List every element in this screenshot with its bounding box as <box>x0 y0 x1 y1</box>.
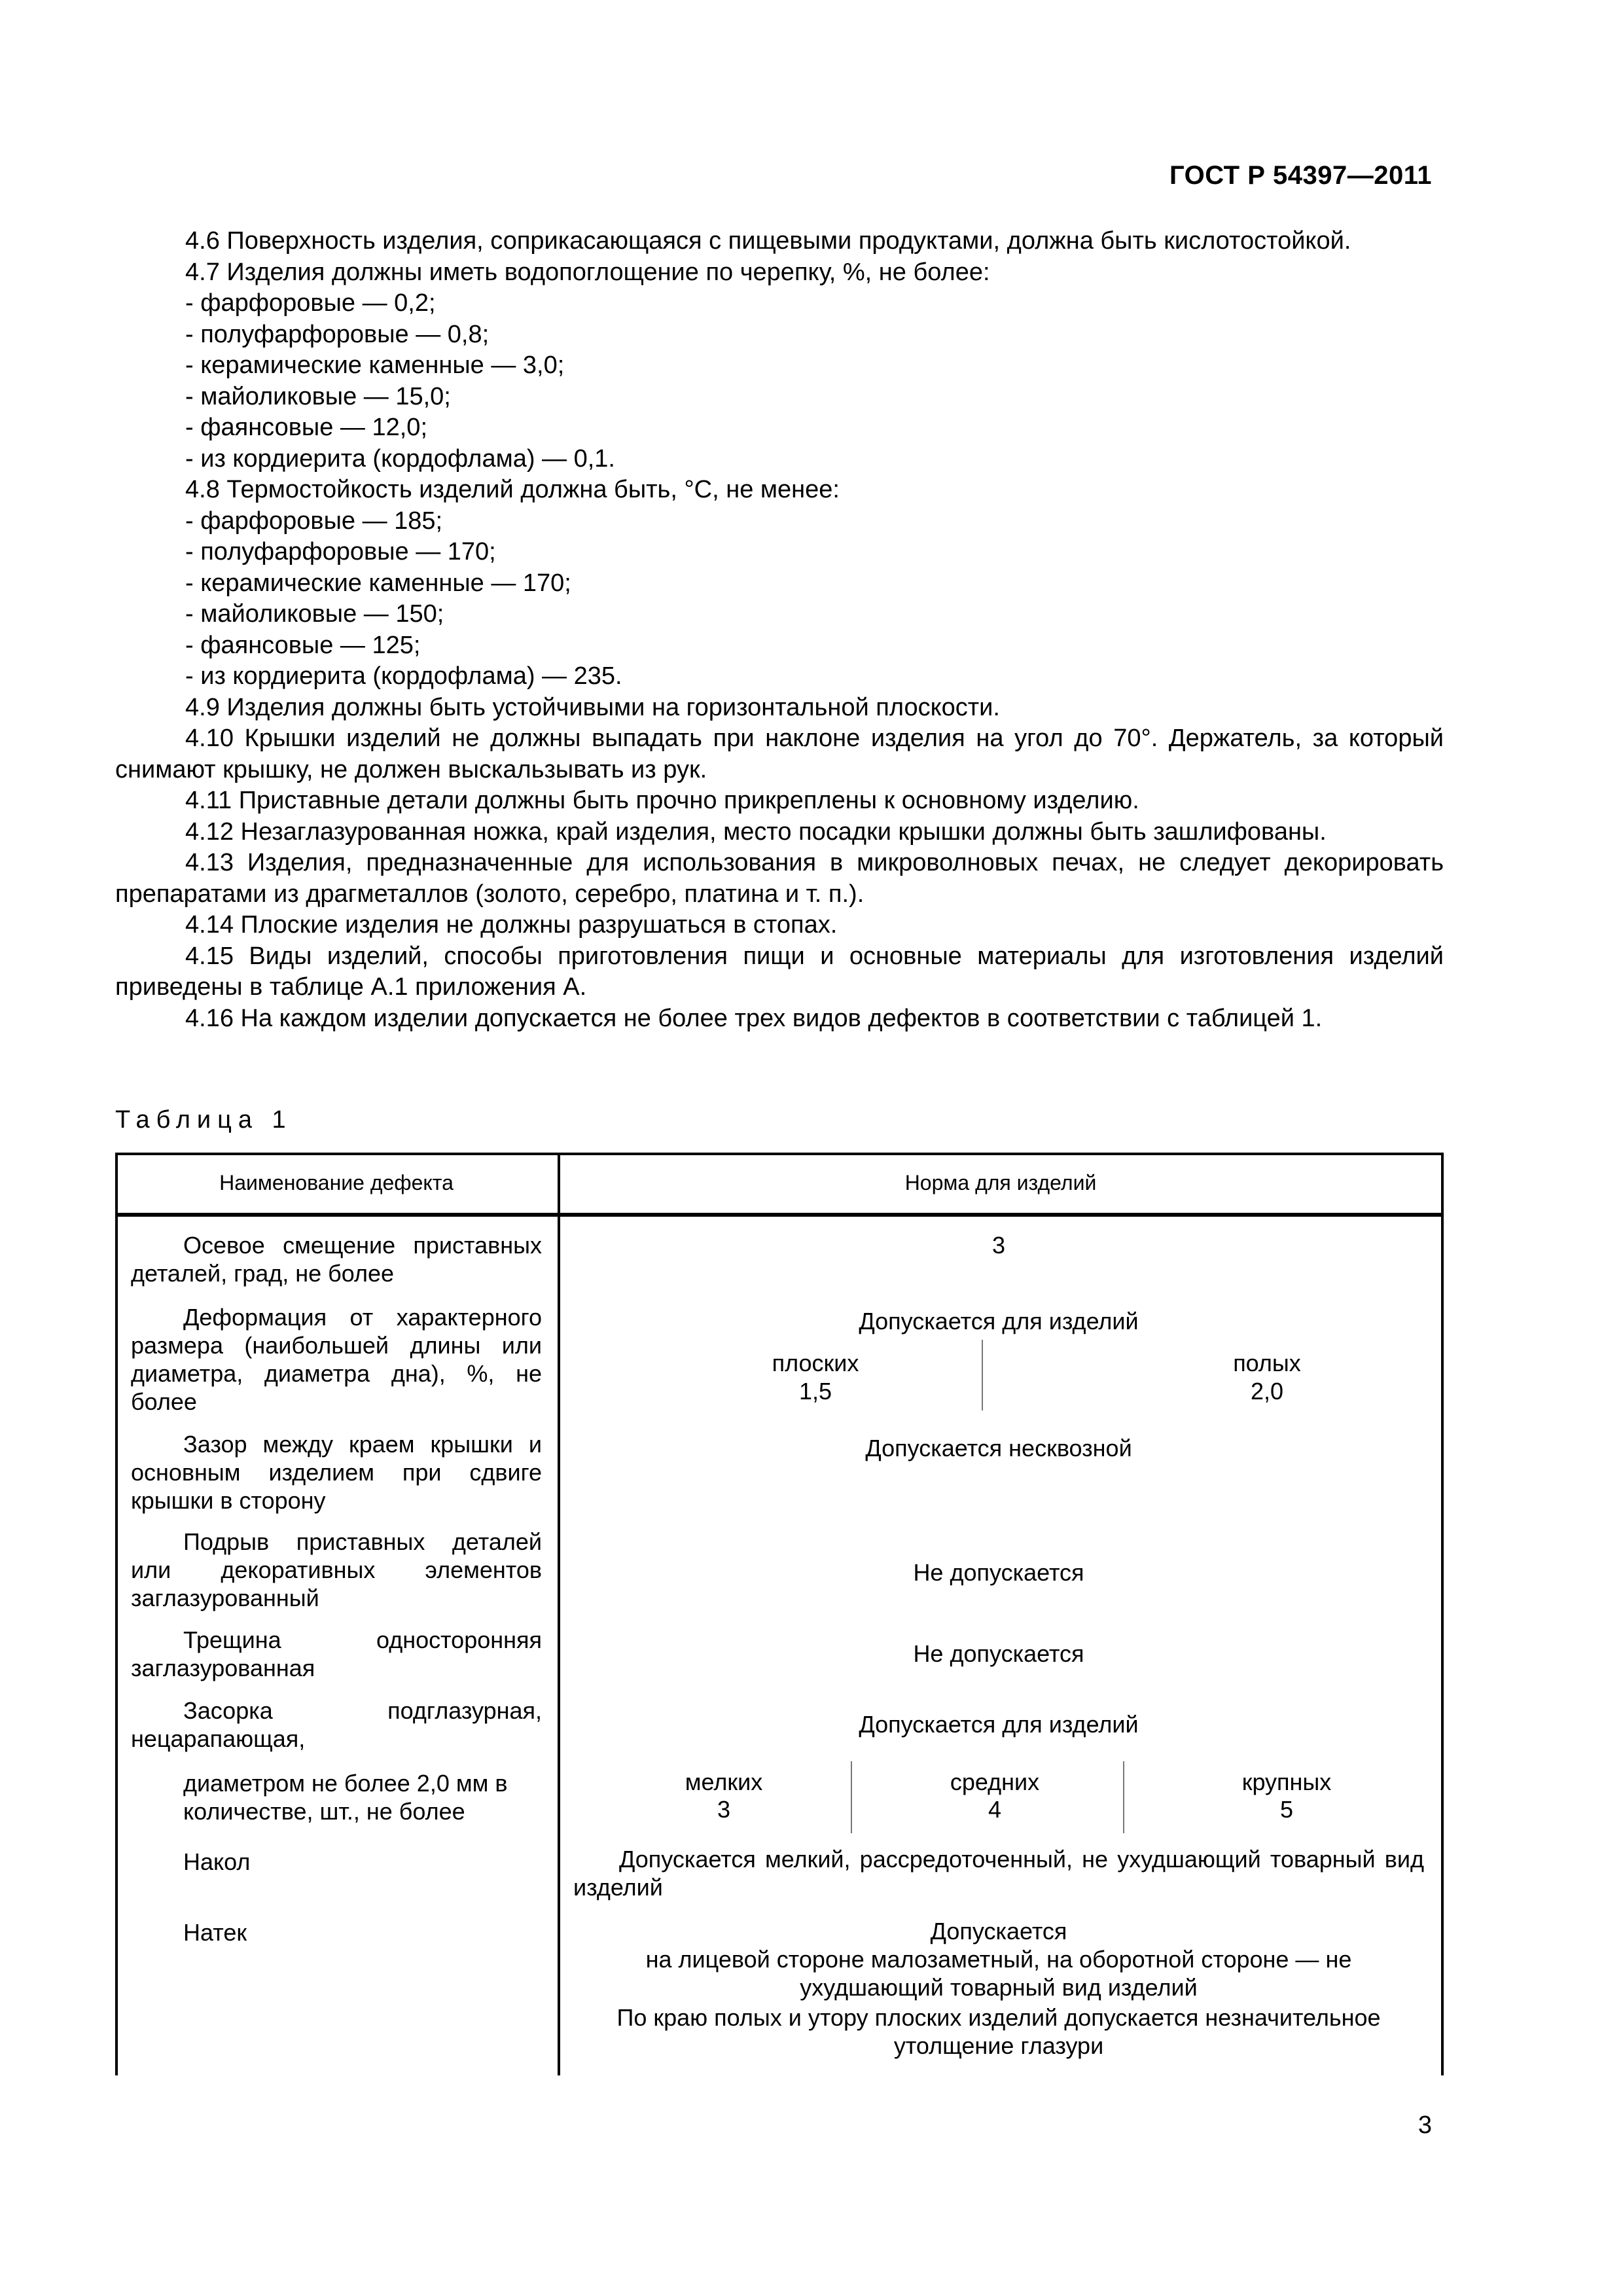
norm-small-label: мелких <box>685 1768 763 1795</box>
clause-4-14: 4.14 Плоские изделия не должны разрушаться в стопах. <box>185 911 838 939</box>
norm-medium-label: средних <box>950 1768 1040 1795</box>
clause-4-9: 4.9 Изделия должны быть устойчивыми на горизонтальной плоскости. <box>185 693 1000 721</box>
defect-name: Осевое смещение приставных деталей, град, не более <box>131 1232 542 1287</box>
body-text <box>115 226 1444 1034</box>
defect-name: Зазор между краем крышки и основным изделием при сдвиге крышки в сторону <box>131 1431 542 1514</box>
list-item: - фаянсовые — 125; <box>185 631 421 659</box>
list-item: - фарфоровые — 0,2; <box>185 289 436 317</box>
defect-name: Натек <box>183 1919 247 1946</box>
norm-flat-label: плоских <box>772 1350 859 1376</box>
clause-4-8: 4.8 Термостойкость изделий должна быть, °С, не менее: <box>185 476 840 503</box>
defect-name: Трещина односторонняя заглазурованная <box>131 1626 542 1681</box>
defect-norm: По краю полых и утору плоских изделий допускается незначительное утолщение глазури <box>616 2004 1381 2059</box>
defect-name: Деформация от характерного размера (наибольшей длины или диаметра, диаметра дна), %, не более <box>131 1304 542 1415</box>
norm-flat-value: 1,5 <box>798 1378 832 1405</box>
defect-norm: Допускается несквозной <box>865 1435 1132 1462</box>
list-item: - фаянсовые — 12,0; <box>185 414 427 441</box>
norm-small-value: 3 <box>717 1796 731 1823</box>
defect-name: Накол <box>183 1848 251 1875</box>
defect-norm: Допускается для изделий <box>859 1308 1139 1335</box>
subcolumn-divider <box>982 1340 983 1410</box>
clause-4-6: 4.6 Поверхность изделия, соприкасающаяся с пищевыми продуктами, должна быть кислотостойкой. <box>185 227 1351 255</box>
defect-subcondition: диаметром не более 2,0 мм в количестве, шт., не более <box>183 1770 508 1825</box>
norm-hollow-value: 2,0 <box>1250 1378 1284 1405</box>
clause-4-15: 4.15 Виды изделий, способы приготовления пищи и основные материалы для изготовления изделий приведены в таблице А.1 приложения А. <box>115 942 1444 1001</box>
subcolumn-divider <box>1123 1761 1124 1833</box>
standard-number: ГОСТ Р 54397—2011 <box>1169 161 1432 190</box>
defect-norm: Допускается <box>930 1918 1067 1945</box>
list-item: - полуфарфоровые — 170; <box>185 538 496 565</box>
column-header-norm: Норма для изделий <box>904 1170 1097 1194</box>
defect-norm: на лицевой стороне малозаметный, на оборотной стороне — не ухудшающий товарный вид изделий <box>645 1946 1352 2001</box>
header-bottom-border <box>115 1213 1444 1217</box>
list-item: - керамические каменные — 170; <box>185 569 571 597</box>
list-item: - майоликовые — 15,0; <box>185 382 451 410</box>
table-caption: Таблица 1 <box>115 1106 293 1134</box>
norm-large-label: крупных <box>1241 1768 1332 1795</box>
defect-norm: Не допускается <box>913 1559 1084 1586</box>
table-left-border <box>115 1153 118 2075</box>
clause-4-16: 4.16 На каждом изделии допускается не более трех видов дефектов в соответствии с таблицей 1. <box>185 1004 1323 1032</box>
norm-large-value: 5 <box>1279 1796 1294 1823</box>
defect-norm: Допускается для изделий <box>859 1711 1139 1738</box>
defects-table <box>115 1153 1444 2075</box>
list-item: - из кордиерита (кордофлама) — 235. <box>185 662 622 690</box>
clause-4-7: 4.7 Изделия должны иметь водопоглощение по черепку, %, не более: <box>185 258 990 286</box>
list-item: - керамические каменные — 3,0; <box>185 351 565 379</box>
defect-name: Засорка подглазурная, нецарапающая, <box>131 1697 542 1752</box>
norm-hollow-label: полых <box>1233 1350 1301 1376</box>
list-item: - фарфоровые — 185; <box>185 507 443 535</box>
norm-medium-value: 4 <box>988 1796 1002 1823</box>
column-header-defect: Наименование дефекта <box>219 1170 454 1194</box>
list-item: - из кордиерита (кордофлама) — 0,1. <box>185 444 615 473</box>
defect-norm: Допускается мелкий, рассредоточенный, не ухудшающий товарный вид изделий <box>573 1846 1424 1901</box>
list-item: - полуфарфоровые — 0,8; <box>185 320 490 348</box>
column-divider <box>558 1153 560 2075</box>
defect-name: Подрыв приставных деталей или декоративных элементов заглазурованный <box>131 1528 542 1611</box>
defect-norm: 3 <box>991 1232 1006 1259</box>
clause-4-11: 4.11 Приставные детали должны быть прочно прикреплены к основному изделию. <box>185 787 1139 814</box>
list-item: - майоликовые — 150; <box>185 600 444 628</box>
clause-4-10: 4.10 Крышки изделий не должны выпадать при наклоне изделия на угол до 70°. Держатель, за который снимают крышку, не должен выскальзывать из рук. <box>115 725 1444 783</box>
clause-4-12: 4.12 Незаглазурованная ножка, край изделия, место посадки крышки должны быть зашлифованы. <box>185 817 1327 846</box>
subcolumn-divider <box>851 1761 852 1833</box>
defect-norm: Не допускается <box>913 1640 1084 1667</box>
clause-4-13: 4.13 Изделия, предназначенные для использования в микроволновых печах, не следует декорировать препаратами из драгметаллов (золото, серебро, платина и т. п.). <box>115 849 1444 908</box>
table-right-border <box>1441 1153 1444 2075</box>
page-number: 3 <box>1418 2111 1432 2139</box>
